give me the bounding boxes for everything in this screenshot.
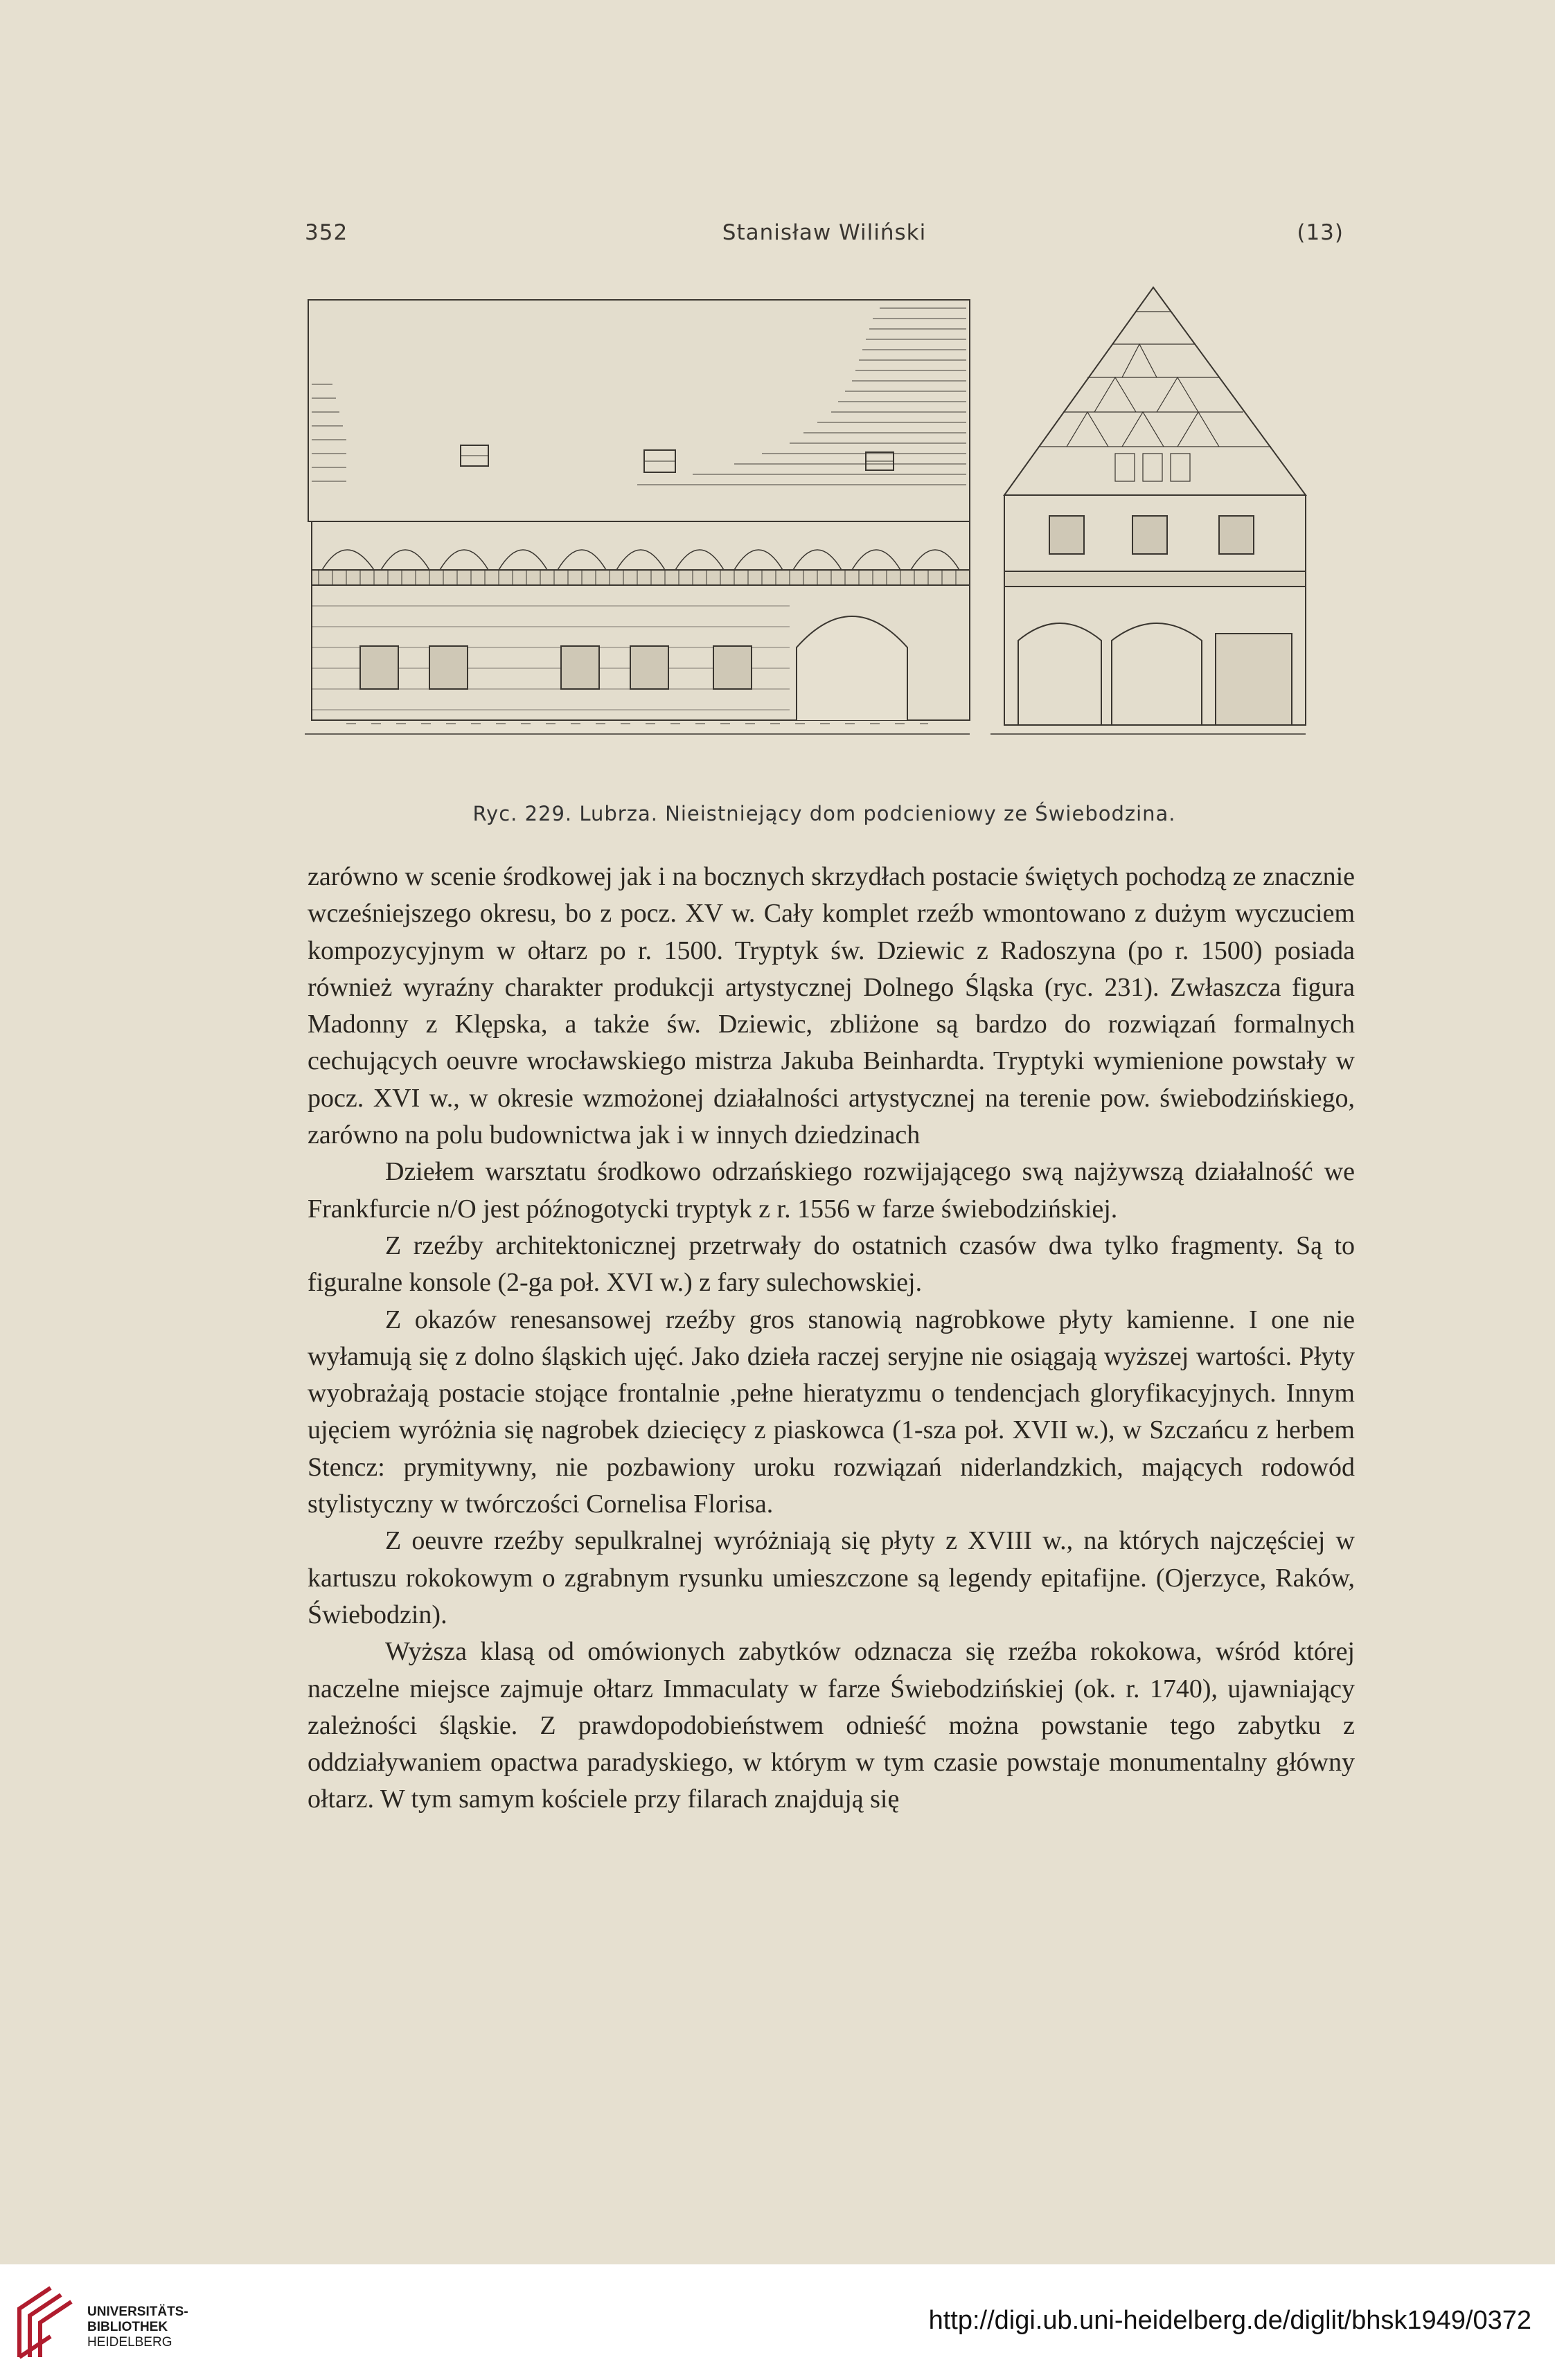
paragraph: Dziełem warsztatu środkowo odrzańskiego rozwijającego swą najżywszą działalność we Frankfurcie n/O jest późnogotycki tryptyk z r. 1556 w farze świebodzińskiej. bbox=[308, 1157, 1355, 1224]
library-footer bbox=[0, 2264, 1555, 2380]
library-name bbox=[87, 2305, 188, 2350]
digital-copy-url[interactable]: http://digi.ub.uni-heidelberg.de/diglit/bhsk1949/0372 bbox=[928, 2306, 1531, 2335]
paragraph: Z oeuvre rzeźby sepulkralnej wyróżniają się płyty z XVIII w., na których najczęściej w kartuszu rokokowym o zgrabnym rysunku umieszczone są legendy epitafijne. (Ojerzyce, Raków, Świebodzin). bbox=[308, 1526, 1355, 1629]
library-name-line: UNIVERSITÄTS- bbox=[87, 2305, 188, 2319]
heidelberg-library-logo-icon bbox=[12, 2281, 82, 2364]
paragraph: Z okazów renesansowej rzeźby gros stanowią nagrobkowe płyty kamienne. I one nie wyłamują się z dolno śląskich ujęć. Jako dzieła raczej seryjne nie osiągają wyższej wartości. Płyty wyobrażają postacie stojące frontalnie ,pełne hieratyzmu o tendencjach gloryfikacyjnych. Innym ujęciem wyróżnia się nagrobek dziecięcy z piaskowca (1-sza poł. XVII w.), w Szczańcu z herbem Stencz: prymitywny, nie pozbawiony uroku rozwiązań niderlandzkich, mających rodowód stylistyczny w twórczości Cornelisa Florisa. bbox=[308, 1305, 1355, 1519]
figure-caption: Ryc. 229. Lubrza. Nieistniejący dom podcieniowy ze Świebodzina. bbox=[472, 802, 1176, 825]
running-head-author: Stanisław Wiliński bbox=[722, 220, 927, 245]
body-text bbox=[308, 859, 1355, 1818]
page-number: 352 bbox=[305, 220, 348, 245]
long-house-elevation bbox=[305, 300, 970, 734]
running-head bbox=[305, 220, 1344, 251]
paragraph: zarówno w scenie środkowej jak i na bocznych skrzydłach postacie świętych pochodzą ze znacznie wcześniejszego okresu, bo z pocz. XV w. Cały komplet rzeźb wmontowano z dużym wyczuciem kompozycyjnym w ołtarz po r. 1500. Tryptyk św. Dziewic z Radoszyna (po r. 1500) posiada również wyraźny charakter produkcji artystycznej Dolnego Śląska (ryc. 231). Zwłaszcza figura Madonny z Klępska, a także św. Dziewic, zbliżone są bardzo do rozwiązań formalnych cechujących oeuvre wrocławskiego mistrza Jakuba Beinhardta. Tryptyki wymienione powstały w pocz. XVI w., w okresie wzmożonej działalności artystycznej na terenie pow. świebodzińskiego, zarówno na polu budownictwa jak i w innych dziedzinach bbox=[308, 862, 1355, 1150]
library-name-line: BIBLIOTHEK bbox=[87, 2320, 168, 2334]
figure-house-elevations bbox=[305, 280, 1337, 786]
paragraph: Wyższa klasą od omówionych zabytków odznacza się rzeźba rokokowa, wśród której naczelne miejsce zajmuje ołtarz Immaculaty w farze Świebodzińskiej (ok. r. 1740), ujawniający zależności śląskie. Z prawdopodobieństwem odnieść można powstanie tego zabytku z oddziaływaniem opactwa paradyskiego, w którym w tym czasie powstaje monumentalny główny ołtarz. W tym samym kościele przy filarach znajdują się bbox=[308, 1637, 1355, 1814]
gable-house-elevation bbox=[990, 287, 1306, 734]
paragraph: Z rzeźby architektonicznej przetrwały do ostatnich czasów dwa tylko fragmenty. Są to figuralne konsole (2-ga poł. XVI w.) z fary sulechowskiej. bbox=[308, 1231, 1355, 1298]
running-head-section: (13) bbox=[1297, 220, 1344, 245]
library-name-line: HEIDELBERG bbox=[87, 2335, 172, 2350]
